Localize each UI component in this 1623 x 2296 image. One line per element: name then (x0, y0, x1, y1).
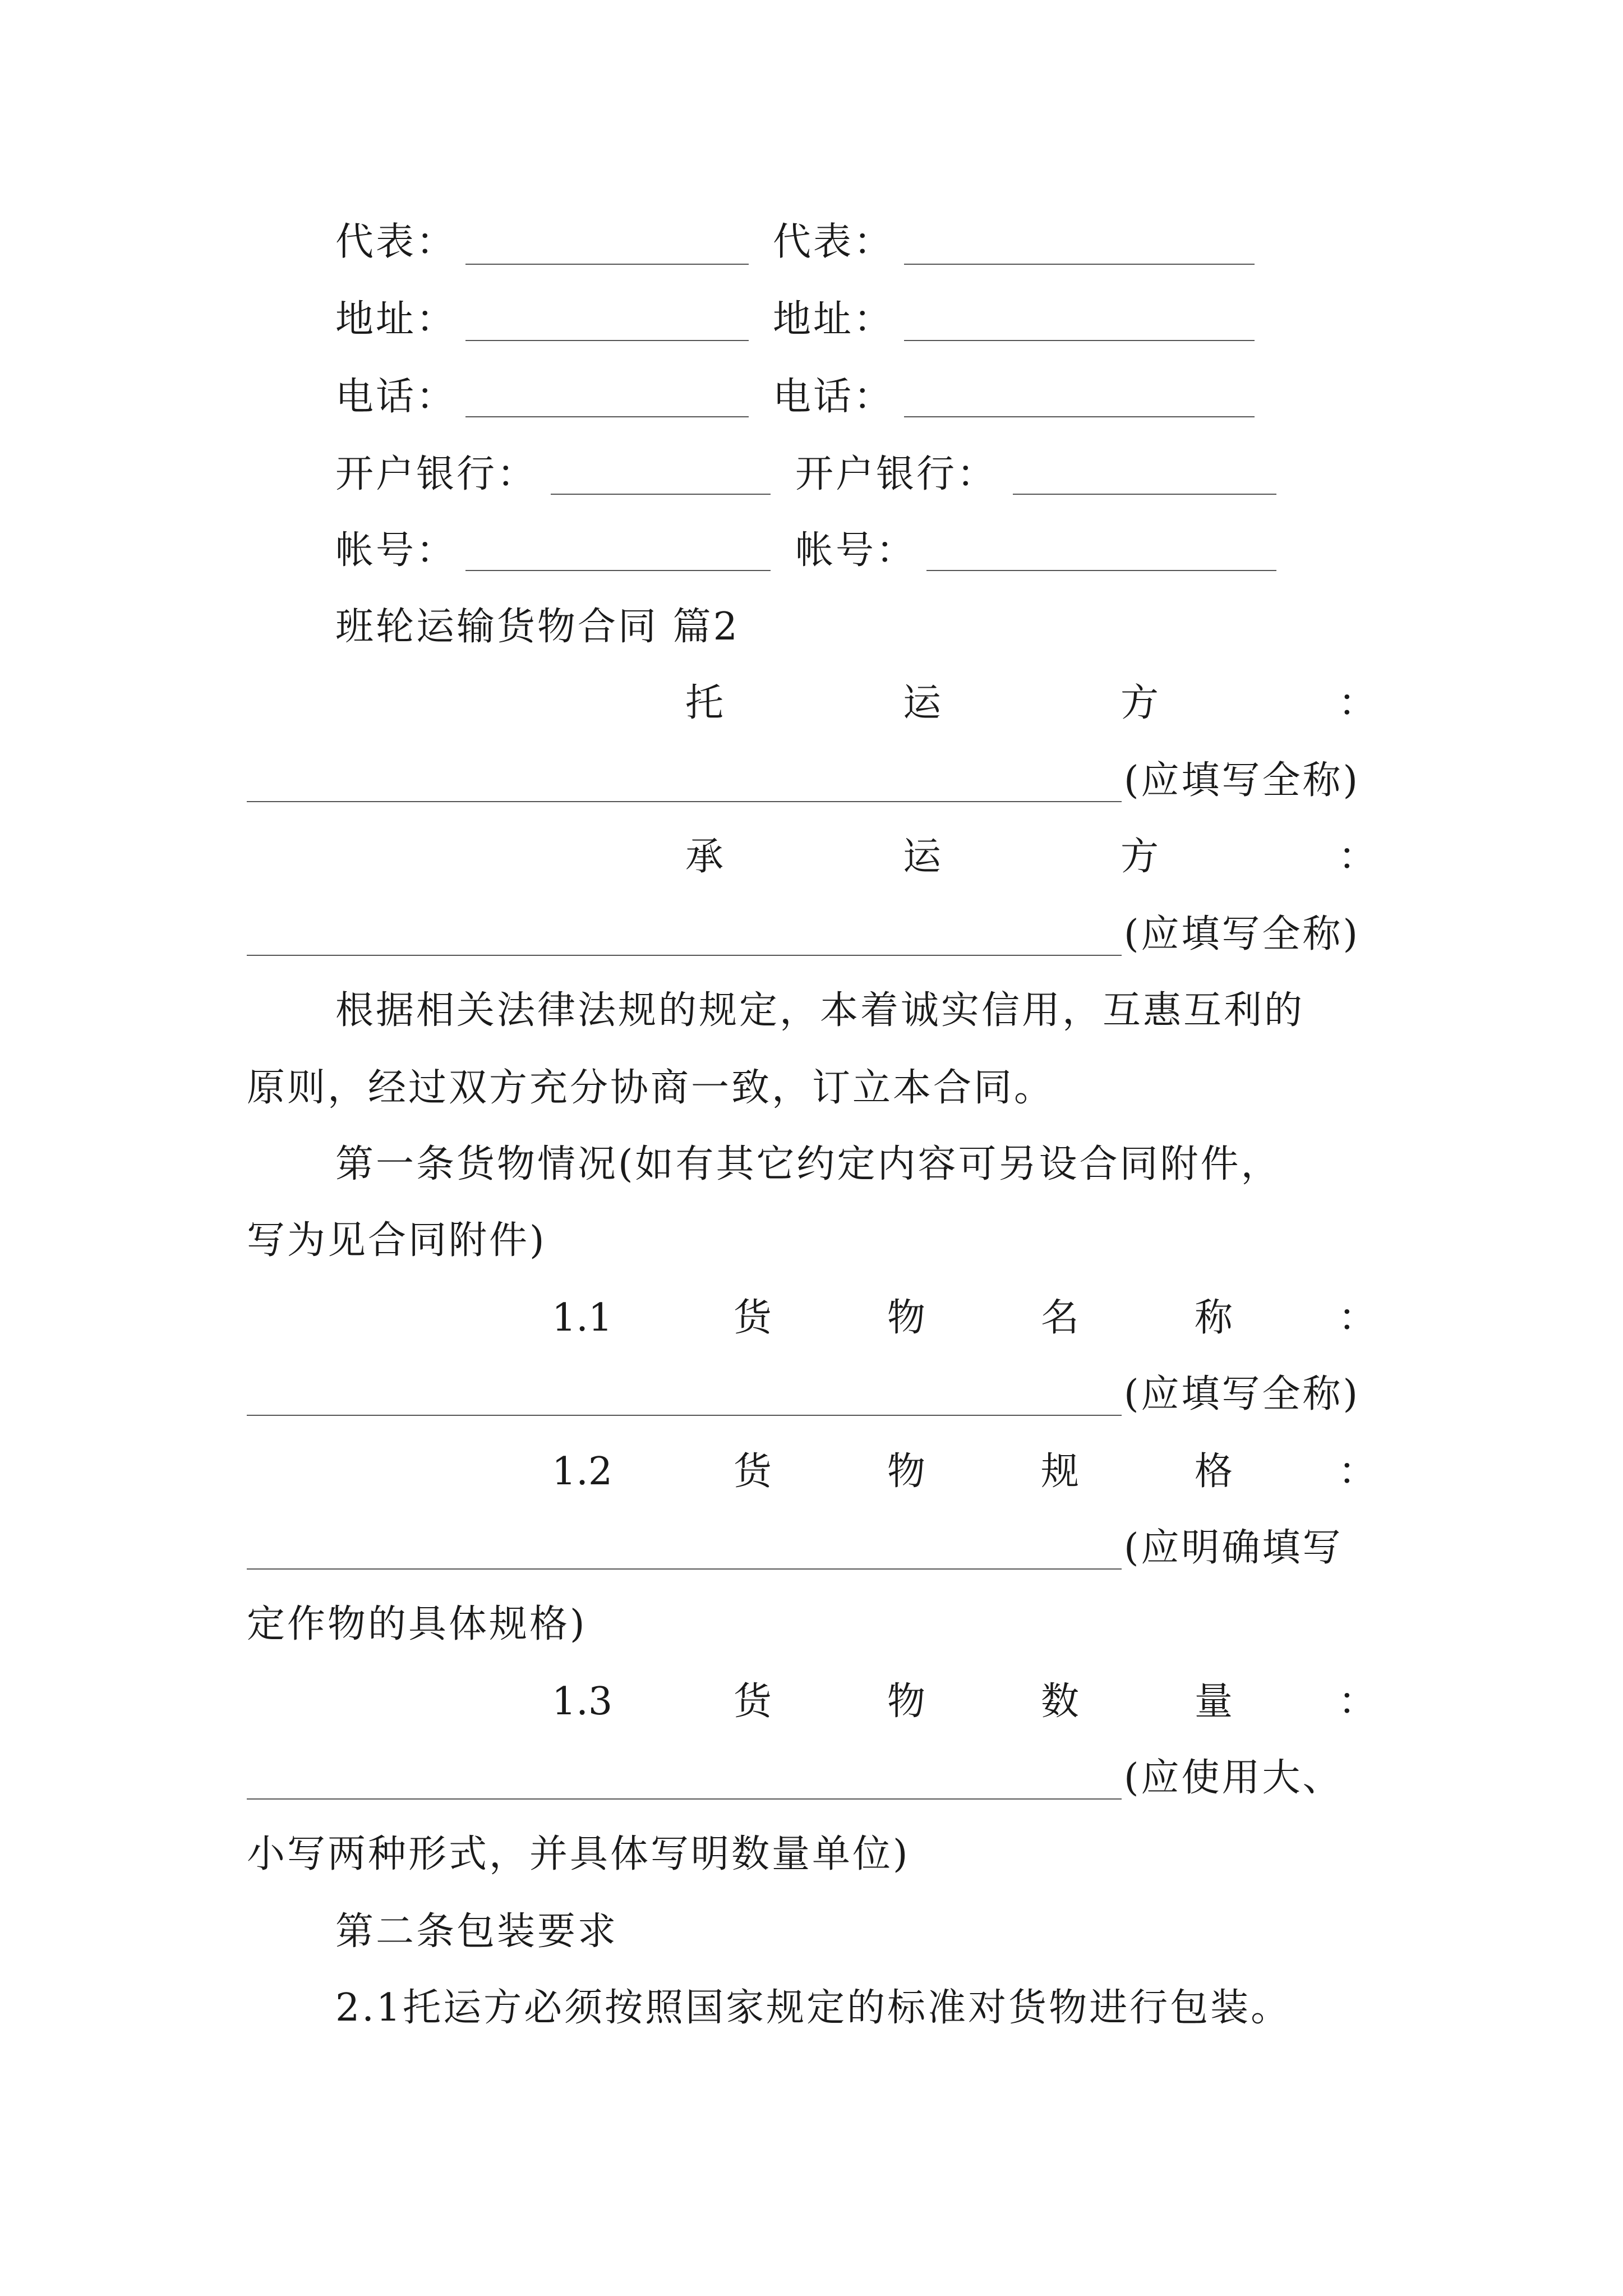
item-1-1-char-1: 货 (734, 1296, 772, 1340)
item-1-2-blank[interactable] (247, 1568, 1122, 1570)
item-1-3-char-4: 量 (1195, 1680, 1233, 1724)
item-1-1-blank[interactable] (247, 1415, 1122, 1416)
article1-line-1: 第一条货物情况(如有其它约定内容可另设合同附件， (335, 1142, 1281, 1186)
phone-blank-a[interactable] (465, 416, 749, 417)
bank-blank-a[interactable] (551, 494, 771, 495)
addr-blank-a[interactable] (465, 340, 749, 341)
carrier-note: (应填写全称) (1124, 912, 1361, 956)
article2-title: 第二条包装要求 (335, 1910, 619, 1954)
item-1-3-char-1: 货 (734, 1680, 772, 1724)
item-1-1-char-4: 称 (1195, 1296, 1233, 1340)
intro-line-1: 根据相关法律法规的规定，本着诚实信用，互惠互利的 (335, 988, 1305, 1033)
phone-blank-b[interactable] (904, 416, 1255, 417)
account-blank-a[interactable] (465, 570, 771, 571)
item-1-3-num: 1.3 (552, 1680, 613, 1724)
shipper-char-4: ： (1338, 681, 1377, 725)
addr-label-a: 地址： (335, 297, 457, 342)
carrier-char-3: 方 (1121, 835, 1159, 879)
item-1-2-char-2: 物 (887, 1450, 926, 1494)
rep-blank-a[interactable] (465, 264, 749, 265)
item-1-1-char-2: 物 (887, 1296, 926, 1340)
phone-label-a: 电话： (335, 375, 457, 419)
shipper-char-3: 方 (1121, 681, 1159, 725)
contract-heading: 班轮运输货物合同 篇2 (335, 605, 740, 649)
item-1-1-note: (应填写全称) (1124, 1372, 1361, 1416)
item-1-1-char-5: ： (1338, 1296, 1377, 1340)
item-1-3-cont: 小写两种形式，并具体写明数量单位) (247, 1832, 910, 1876)
item-1-3-char-5: ： (1338, 1680, 1377, 1724)
rep-label-a: 代表： (335, 220, 457, 264)
addr-blank-b[interactable] (904, 340, 1255, 341)
item-1-2-char-4: 格 (1195, 1450, 1233, 1494)
carrier-blank[interactable] (247, 955, 1122, 956)
account-blank-b[interactable] (926, 570, 1276, 571)
item-1-2-cont: 定作物的具体规格) (247, 1602, 587, 1646)
item-1-3-note: (应使用大、 (1124, 1756, 1343, 1800)
account-label-a: 帐号： (335, 528, 457, 573)
item-1-2-char-5: ： (1338, 1450, 1377, 1494)
shipper-note: (应填写全称) (1124, 758, 1361, 803)
item-1-3-char-3: 数 (1041, 1680, 1080, 1724)
account-label-b: 帐号： (795, 528, 917, 573)
phone-label-b: 电话： (773, 375, 895, 419)
item-1-1-num: 1.1 (552, 1296, 613, 1340)
rep-blank-b[interactable] (904, 264, 1255, 265)
item-1-2-char-3: 规 (1041, 1450, 1080, 1494)
article2-item-2-1: 2.1托运方必须按照国家规定的标准对货物进行包装。 (335, 1986, 1292, 2030)
item-1-2-num: 1.2 (552, 1450, 613, 1494)
item-1-3-char-2: 物 (887, 1680, 926, 1724)
bank-label-a: 开户银行： (335, 452, 538, 496)
bank-label-b: 开户银行： (795, 452, 998, 496)
intro-line-2: 原则，经过双方充分协商一致，订立本合同。 (247, 1066, 1055, 1110)
carrier-char-2: 运 (903, 835, 942, 879)
item-1-2-note: (应明确填写 (1124, 1526, 1343, 1570)
carrier-char-4: ： (1338, 835, 1377, 879)
shipper-char-1: 托 (685, 681, 724, 725)
shipper-char-2: 运 (903, 681, 942, 725)
item-1-3-blank[interactable] (247, 1798, 1122, 1800)
bank-blank-b[interactable] (1013, 494, 1276, 495)
article1-line-2: 写为见合同附件) (247, 1218, 547, 1263)
item-1-2-char-1: 货 (734, 1450, 772, 1494)
addr-label-b: 地址： (773, 297, 895, 342)
rep-label-b: 代表： (773, 220, 895, 264)
item-1-1-char-3: 名 (1041, 1296, 1080, 1340)
carrier-char-1: 承 (685, 835, 724, 879)
shipper-blank[interactable] (247, 801, 1122, 802)
